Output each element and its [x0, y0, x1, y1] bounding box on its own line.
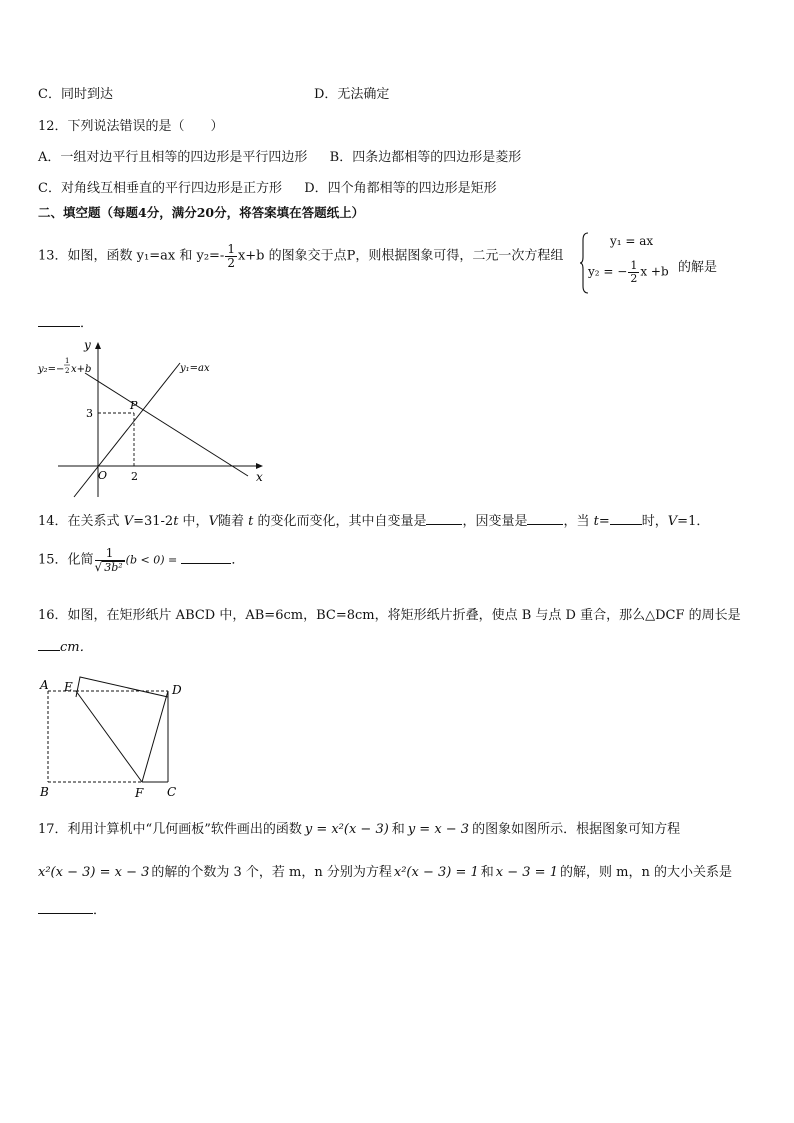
label-e: E — [64, 680, 73, 694]
q13-equation-system — [580, 232, 680, 294]
q17-line1-post: 的图象如图所示．根据图象可知方程 — [472, 822, 681, 837]
tick-x-label: 2 — [131, 470, 138, 483]
label-y2-post: x+b — [71, 364, 92, 375]
q12-row-cd — [38, 177, 497, 196]
q14-t1: t — [173, 514, 179, 529]
q14-v1: V — [123, 514, 134, 529]
label-f: F — [135, 786, 144, 800]
folded-flap — [76, 677, 168, 697]
q12-option-c: C．对角线互相垂直的平行四边形是正方形 — [38, 181, 282, 196]
q17-line2-mid: 的解的个数为 3 个，若 m，n 分别为方程 — [151, 865, 392, 880]
q13-sys-eq1: y₁ = ax — [610, 234, 654, 248]
axis-x-label: x — [256, 470, 263, 484]
label-y2-frac-num: 1 — [65, 357, 70, 365]
q17-line2-and: 和 — [480, 865, 494, 880]
q11-option-c: C．同时到达 — [38, 87, 113, 102]
q13-sys-frac-num: 1 — [630, 259, 638, 272]
q13-answer-line — [38, 312, 93, 331]
q12-stem: 12．下列说法错误的是（ ） — [38, 119, 224, 134]
q14-p10: =1． — [677, 514, 710, 529]
q14-blank-dependent — [527, 511, 563, 525]
label-c: C — [167, 785, 177, 799]
axis-y-label: y — [84, 338, 91, 352]
q17-line1-mid: 和 — [391, 822, 405, 837]
line-y2 — [85, 373, 248, 476]
q13-stem — [38, 243, 563, 269]
label-y1: y₁=ax — [180, 363, 210, 374]
q12-option-b: B．四条边都相等的四边形是菱形 — [329, 150, 522, 165]
tick-y-label: 3 — [86, 407, 93, 420]
q14-t2: t — [248, 514, 254, 529]
q15-cond: (b < 0) = — [125, 553, 178, 567]
q17-end: ． — [93, 903, 107, 918]
q14-v3: V — [667, 514, 678, 529]
q11-option-d: D．无法确定 — [314, 87, 390, 102]
q13-pre: 13．如图，函数 y₁=ax 和 y₂=- — [38, 248, 225, 264]
q12-option-a: A．一组对边平行且相等的四边形是平行四边形 — [38, 150, 308, 165]
q13-sys-fraction — [628, 260, 639, 284]
q15-stem — [38, 547, 244, 573]
label-d: D — [172, 683, 182, 697]
q14-p4: 随着 — [217, 514, 249, 529]
q15-num: 1 — [95, 547, 125, 561]
q17-func2: y = x − 3 — [407, 822, 470, 837]
label-y2-frac-den: 2 — [65, 367, 70, 375]
q13-sys-eq2-pre: y₂ = − — [588, 264, 628, 279]
q14-p1: 14．在关系式 — [38, 514, 124, 529]
q16-unit: cm． — [60, 640, 93, 655]
q12-row-ab — [38, 146, 521, 165]
origin-label: O — [98, 469, 108, 482]
q13-sys-frac-den: 2 — [630, 271, 638, 285]
q13-graph — [30, 335, 280, 505]
q17-eq3: x − 3 = 1 — [495, 865, 558, 880]
q14-p9: 时， — [641, 514, 668, 529]
line-y1 — [74, 363, 180, 497]
q13-end: ． — [80, 316, 94, 331]
q14-p2: =31-2 — [133, 514, 174, 529]
q15-den: √ 3b² — [94, 559, 123, 574]
q13-frac-num: 1 — [227, 242, 235, 256]
point-p-label: P — [130, 399, 138, 412]
q14-v2: V — [208, 514, 218, 529]
edge-df — [142, 691, 168, 782]
q13-frac-den: 2 — [227, 255, 235, 270]
q13-post: x+b 的图象交于点P，则根据图象可得，二元一次方程组 — [237, 248, 564, 264]
q17-line1 — [38, 818, 680, 837]
q14-p8: = — [598, 514, 610, 529]
q14-p6: ，因变量是 — [462, 514, 528, 529]
q17-line2-post: 的解，则 m，n 的大小关系是 — [559, 865, 732, 880]
q16-figure — [30, 672, 200, 802]
q14-blank-t — [610, 511, 642, 525]
q15-den-expr: 3b² — [104, 560, 123, 574]
q14-blank-independent — [426, 511, 462, 525]
q13-answer-blank — [38, 313, 80, 327]
q14-p5: 的变化而变化，其中自变量是 — [253, 514, 427, 529]
q17-answer-line — [38, 899, 106, 918]
q14-p7: ，当 — [563, 514, 594, 529]
q12-option-d: D．四个角都相等的四边形是矩形 — [304, 181, 497, 196]
q16-blank — [38, 637, 60, 651]
q16-line1: 16．如图，在矩形纸片 ABCD 中，AB=6cm，BC=8cm，将矩形纸片折叠，使点 B 与点 D 重合，那么△DCF 的周长是 — [38, 608, 741, 623]
q17-line1-pre: 17．利用计算机中“几何画板”软件画出的函数 — [38, 822, 302, 837]
q17-eq2: x²(x − 3) = 1 — [393, 865, 479, 880]
section2-title: 二、填空题（每题4分，满分20分，将答案填在答题纸上） — [38, 205, 365, 220]
q13-sys-eq2-post: x +b — [640, 264, 669, 279]
q15-end: ． — [231, 552, 245, 568]
q17-func1: y = x²(x − 3) — [304, 822, 389, 837]
q14-stem — [38, 510, 709, 529]
label-y2-pre: y₂=− — [38, 364, 65, 375]
q13-sys-eq2 — [588, 260, 669, 284]
fold-line-ef — [76, 691, 142, 782]
q15-blank — [181, 550, 231, 564]
q17-eq1: x²(x − 3) = x − 3 — [38, 865, 150, 880]
q13-fraction — [225, 243, 237, 269]
q16-line2 — [38, 636, 93, 655]
q14-t3: t — [593, 514, 599, 529]
q17-answer-blank — [38, 900, 93, 914]
q13-after-sys: 的解是 — [678, 260, 718, 275]
label-b: B — [40, 785, 49, 799]
q17-line2 — [38, 861, 732, 880]
q14-p3: 中， — [178, 514, 209, 529]
q15-pre: 15．化简 — [38, 552, 94, 568]
label-a: A — [40, 678, 49, 692]
q15-fraction — [95, 547, 125, 573]
